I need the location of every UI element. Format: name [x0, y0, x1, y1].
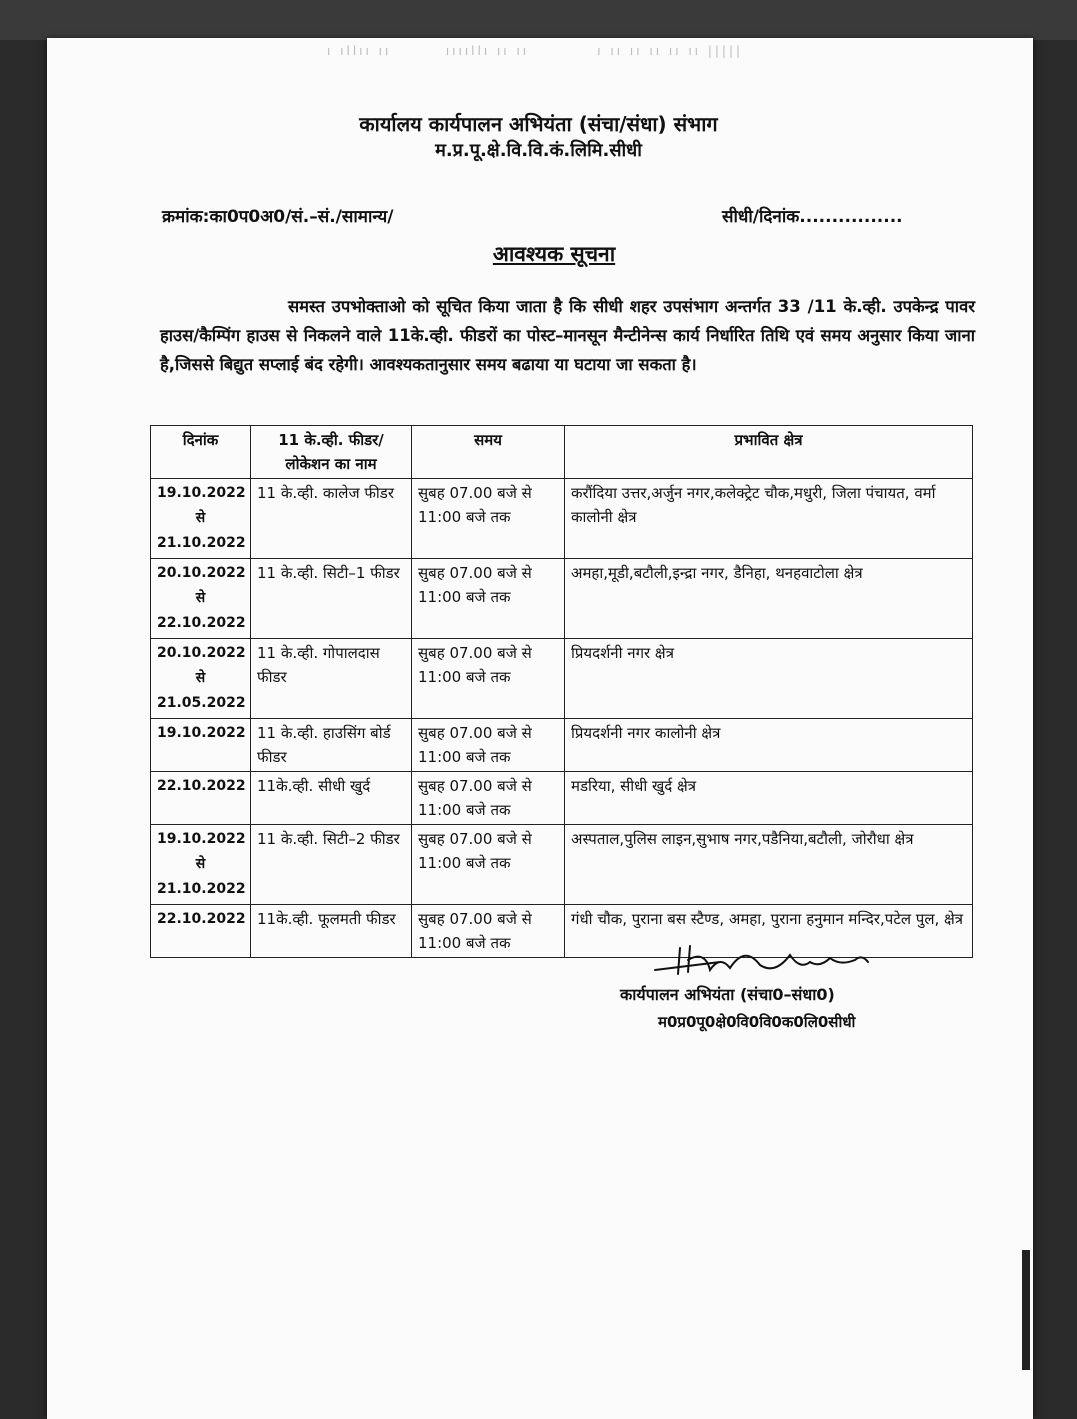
- feeder-cell: 11 के.व्ही. सिटी–1 फीडर: [251, 559, 412, 639]
- date-cell: [151, 479, 251, 559]
- date-separator: से: [195, 670, 206, 686]
- area-cell: प्रियदर्शनी नगर कालोनी क्षेत्र: [565, 719, 973, 772]
- company-heading: म.प्र.पू.क्षे.वि.वि.कं.लिमि.सीधी: [435, 140, 642, 161]
- column-header-date: दिनांक: [151, 426, 251, 479]
- photo-background: [0, 0, 1077, 40]
- feeder-cell: 11के.व्ही. फूलमती फीडर: [251, 905, 412, 958]
- table-row: [151, 479, 973, 559]
- column-header-feeder: 11 के.व्ही. फीडर/ लोकेशन का नाम: [251, 426, 412, 479]
- handwritten-signature: [650, 940, 880, 980]
- date-to: 21.05.2022: [157, 695, 246, 711]
- date-separator: से: [195, 856, 206, 872]
- time-cell: सुबह 07.00 बजे से 11:00 बजे तक: [412, 905, 565, 958]
- shutdown-schedule-table: [150, 425, 973, 958]
- date-cell: [151, 905, 251, 958]
- feeder-cell: 11 के.व्ही. हाउसिंग बोर्ड फीडर: [251, 719, 412, 772]
- signatory-designation: कार्यपालन अभियंता (संचा0–संधा0): [620, 985, 835, 1004]
- date-cell: [151, 639, 251, 719]
- area-cell: प्रियदर्शनी नगर क्षेत्र: [565, 639, 973, 719]
- date-cell: [151, 719, 251, 772]
- office-heading: कार्यालय कार्यपालन अभियंता (संचा/संधा) संभाग: [359, 112, 718, 136]
- date-cell: [151, 825, 251, 905]
- date-to: 22.10.2022: [157, 615, 246, 631]
- scan-artifact: ı ıllıı ıı ııııllı ıı ıı ı ıı ıı ıı ıı ıı |||||: [327, 44, 744, 58]
- time-cell: सुबह 07.00 बजे से 11:00 बजे तक: [412, 479, 565, 559]
- date-from: 22.10.2022: [157, 911, 246, 927]
- date-cell: [151, 559, 251, 639]
- feeder-cell: 11 के.व्ही. कालेज फीडर: [251, 479, 412, 559]
- date-from: 22.10.2022: [157, 778, 246, 794]
- notice-title: आवश्यक सूचना: [492, 242, 616, 266]
- table-row: [151, 772, 973, 825]
- date-to: 21.10.2022: [157, 881, 246, 897]
- column-header-time: समय: [412, 426, 565, 479]
- reference-number: क्रमांक:का0प0अ0/सं.–सं./सामान्य/: [162, 207, 394, 227]
- time-cell: सुबह 07.00 बजे से 11:00 बजे तक: [412, 639, 565, 719]
- column-header-area: प्रभावित क्षेत्र: [565, 426, 973, 479]
- place-date: सीधी/दिनांक................: [722, 207, 903, 227]
- date-separator: से: [195, 510, 206, 526]
- time-cell: सुबह 07.00 बजे से 11:00 बजे तक: [412, 772, 565, 825]
- time-cell: सुबह 07.00 बजे से 11:00 बजे तक: [412, 559, 565, 639]
- date-from: 20.10.2022: [157, 645, 246, 661]
- table-row: [151, 639, 973, 719]
- time-cell: सुबह 07.00 बजे से 11:00 बजे तक: [412, 719, 565, 772]
- feeder-cell: 11 के.व्ही. सिटी–2 फीडर: [251, 825, 412, 905]
- date-separator: से: [195, 590, 206, 606]
- time-cell: सुबह 07.00 बजे से 11:00 बजे तक: [412, 825, 565, 905]
- area-cell: अमहा,मूडी,बटौली,इन्द्रा नगर, डैनिहा, थनहवाटोला क्षेत्र: [565, 559, 973, 639]
- area-cell: करौंदिया उत्तर,अर्जुन नगर,कलेक्ट्रेट चौक,मधुरी, जिला पंचायत, वर्मा कालोनी क्षेत्र: [565, 479, 973, 559]
- area-cell: गंधी चौक, पुराना बस स्टैण्ड, अमहा, पुराना हनुमान मन्दिर,पटेल पुल, क्षेत्र: [565, 905, 973, 958]
- date-from: 19.10.2022: [157, 485, 246, 501]
- table-row: [151, 559, 973, 639]
- notice-body: समस्त उपभोक्ताओ को सूचित किया जाता है कि सीधी शहर उपसंभाग अन्तर्गत 33 /11 के.व्ही. उपकेन्द्र पावर हाउस/कैम्पिंग हाउस से निकलने वाले 11के.व्ही. फीडरों का पोस्ट–मानसून मैन्टीनेन्स कार्य निर्धारित तिथि एवं समय अनुसार किया जाना है,जिससे बिद्युत सप्लाई बंद रहेगी। आवश्यकतानुसार समय बढाया या घटाया जा सकता है।: [160, 297, 975, 374]
- table-row: [151, 825, 973, 905]
- feeder-cell: 11के.व्ही. सीधी खुर्द: [251, 772, 412, 825]
- date-from: 20.10.2022: [157, 565, 246, 581]
- date-from: 19.10.2022: [157, 831, 246, 847]
- signatory-office: म0प्र0पू0क्षे0वि0वि0क0लि0सीधी: [658, 1013, 856, 1031]
- date-to: 21.10.2022: [157, 535, 246, 551]
- photo-edge-shadow: [1022, 1250, 1030, 1370]
- feeder-cell: 11 के.व्ही. गोपालदास फीडर: [251, 639, 412, 719]
- area-cell: अस्पताल,पुलिस लाइन,सुभाष नगर,पडैनिया,बटौली, जोरौधा क्षेत्र: [565, 825, 973, 905]
- table-header-row: [151, 426, 973, 479]
- table-row: [151, 719, 973, 772]
- area-cell: मडरिया, सीधी खुर्द क्षेत्र: [565, 772, 973, 825]
- date-cell: [151, 772, 251, 825]
- date-from: 19.10.2022: [157, 725, 246, 741]
